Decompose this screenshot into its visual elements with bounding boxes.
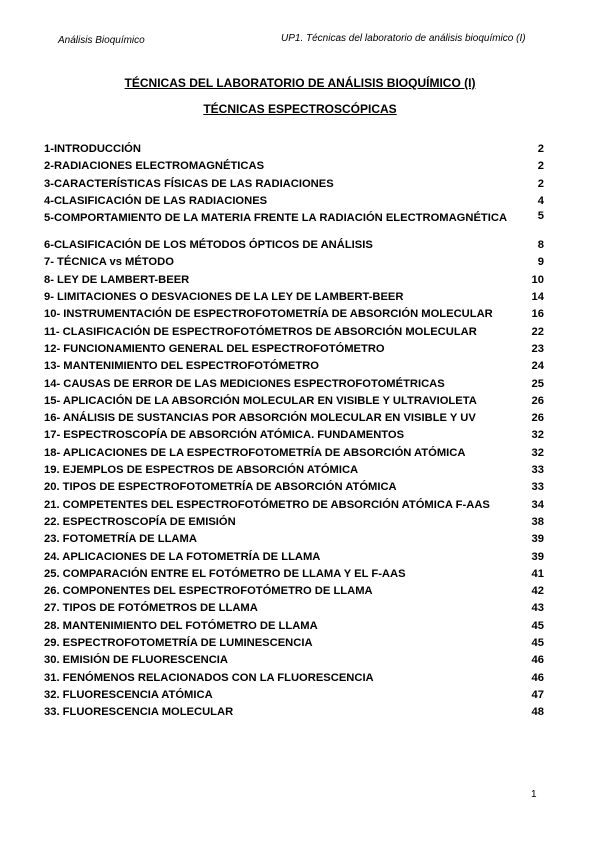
toc-entry-page: 9	[537, 256, 544, 269]
toc-entry-page: 2	[537, 177, 544, 190]
toc-entry-page: 46	[531, 671, 544, 684]
toc-entry-label: 19. EJEMPLOS DE ESPECTROS DE ABSORCIÓN ATÓMICA	[44, 464, 359, 477]
toc-entry[interactable]	[44, 176, 544, 193]
page-number: 1	[531, 789, 537, 800]
toc-entry-label: 12- FUNCIONAMIENTO GENERAL DEL ESPECTROFOTÓMETRO	[44, 342, 385, 355]
toc-entry-label: 6-CLASIFICACIÓN DE LOS MÉTODOS ÓPTICOS DE ANÁLISIS	[44, 239, 373, 252]
toc-entry[interactable]	[44, 583, 544, 600]
toc-entry-label: 24. APLICACIONES DE LA FOTOMETRÍA DE LLAMA	[44, 550, 321, 563]
toc-entry[interactable]	[44, 531, 544, 548]
toc-entry-page: 41	[531, 567, 544, 580]
toc-entry-label: 16- ANÁLISIS DE SUSTANCIAS POR ABSORCIÓN MOLECULAR EN VISIBLE Y UV	[44, 412, 476, 425]
toc-entry[interactable]	[44, 618, 544, 635]
toc-entry-page: 33	[531, 464, 544, 477]
toc-entry[interactable]	[44, 652, 544, 669]
toc-entry[interactable]	[44, 445, 544, 462]
toc-entry[interactable]	[44, 358, 544, 375]
toc-entry-label: 15- APLICACIÓN DE LA ABSORCIÓN MOLECULAR EN VISIBLE Y ULTRAVIOLETA	[44, 394, 477, 407]
toc-entry[interactable]	[44, 306, 544, 323]
toc-entry-page: 16	[531, 308, 544, 321]
toc-entry-label: 14- CAUSAS DE ERROR DE LAS MEDICIONES ESPECTROFOTOMÉTRICAS	[44, 377, 445, 390]
toc-entry-page: 46	[531, 654, 544, 667]
toc-entry-page: 34	[531, 498, 544, 511]
toc-entry[interactable]	[44, 635, 544, 652]
toc-entry-label: 10- INSTRUMENTACIÓN DE ESPECTROFOTOMETRÍA DE ABSORCIÓN MOLECULAR	[44, 308, 493, 321]
toc-entry-page: 2	[537, 160, 544, 173]
toc-entry-page: 42	[531, 585, 544, 598]
toc-entry-label: 18- APLICACIONES DE LA ESPECTROFOTOMETRÍA DE ABSORCIÓN ATÓMICA	[44, 446, 466, 459]
toc-entry-label: 31. FENÓMENOS RELACIONADOS CON LA FLUORESCENCIA	[44, 671, 374, 684]
toc-entry-label: 27. TIPOS DE FOTÓMETROS DE LLAMA	[44, 602, 258, 615]
toc-entry-page: 39	[531, 533, 544, 546]
toc-entry[interactable]	[44, 410, 544, 427]
toc-entry[interactable]	[44, 272, 544, 289]
toc-entry-page: 38	[531, 515, 544, 528]
toc-entry-page: 5	[537, 210, 544, 223]
toc-entry-page: 23	[531, 342, 544, 355]
toc-entry-label: 20. TIPOS DE ESPECTROFOTOMETRÍA DE ABSORCIÓN ATÓMICA	[44, 481, 397, 494]
document-title: TÉCNICAS DEL LABORATORIO DE ANÁLISIS BIOQUÍMICO (I)	[124, 76, 476, 90]
toc-entry-page: 48	[531, 706, 544, 719]
toc-entry-label: 30. EMISIÓN DE FLUORESCENCIA	[44, 654, 228, 667]
document-subtitle: TÉCNICAS ESPECTROSCÓPICAS	[203, 102, 397, 116]
toc-entry-label: 33. FLUORESCENCIA MOLECULAR	[44, 706, 234, 719]
toc-entry-label: 3-CARACTERÍSTICAS FÍSICAS DE LAS RADIACIONES	[44, 177, 334, 190]
toc-entry-page: 26	[531, 394, 544, 407]
toc-entry[interactable]	[44, 158, 544, 175]
toc-entry[interactable]	[44, 566, 544, 583]
toc-entry-page: 45	[531, 619, 544, 632]
toc-entry-label: 21. COMPETENTES DEL ESPECTROFOTÓMETRO DE ABSORCIÓN ATÓMICA F-AAS	[44, 498, 490, 511]
toc-entry-label: 4-CLASIFICACIÓN DE LAS RADIACIONES	[44, 194, 268, 207]
toc-entry-page: 39	[531, 550, 544, 563]
toc-entry-page: 45	[531, 637, 544, 650]
toc-entry[interactable]	[44, 600, 544, 617]
toc-entry[interactable]	[44, 549, 544, 566]
toc-entry[interactable]	[44, 193, 544, 210]
toc-entry[interactable]	[44, 687, 544, 704]
toc-entry-label: 1-INTRODUCCIÓN	[44, 143, 141, 155]
toc-entry[interactable]	[44, 341, 544, 358]
toc-entry-label: 8- LEY DE LAMBERT-BEER	[44, 273, 190, 286]
toc-entry-label: 17- ESPECTROSCOPÍA DE ABSORCIÓN ATÓMICA. FUNDAMENTOS	[44, 429, 405, 442]
toc-entry[interactable]	[44, 376, 544, 393]
toc-entry-label: 25. COMPARACIÓN ENTRE EL FOTÓMETRO DE LLAMA Y EL F-AAS	[44, 567, 406, 580]
toc-entry-label: 22. ESPECTROSCOPÍA DE EMISIÓN	[44, 515, 236, 528]
toc-entry[interactable]	[44, 704, 544, 721]
toc-entry-page: 26	[531, 412, 544, 425]
toc-entry-label: 28. MANTENIMIENTO DEL FOTÓMETRO DE LLAMA	[44, 619, 318, 632]
toc-entry-page: 25	[531, 377, 544, 390]
toc-entry-page: 2	[537, 143, 544, 155]
toc-entry-label: 32. FLUORESCENCIA ATÓMICA	[44, 688, 213, 701]
toc-entry-page: 4	[537, 194, 544, 207]
toc-entry-page: 10	[531, 273, 544, 286]
toc-entry[interactable]	[44, 237, 544, 254]
toc-entry[interactable]	[44, 393, 544, 410]
table-of-contents	[44, 141, 544, 722]
toc-entry-page: 33	[531, 481, 544, 494]
toc-entry[interactable]	[44, 479, 544, 496]
toc-entry-page: 47	[531, 688, 544, 701]
toc-entry[interactable]	[44, 462, 544, 479]
toc-entry-label: 9- LIMITACIONES O DESVACIONES DE LA LEY DE LAMBERT-BEER	[44, 291, 404, 304]
toc-entry-page: 32	[531, 429, 544, 442]
toc-entry-page: 14	[531, 291, 544, 304]
toc-entry-page: 22	[531, 325, 544, 338]
toc-entry-label: 5-COMPORTAMIENTO DE LA MATERIA FRENTE LA RADIACIÓN ELECTROMAGNÉTICA	[44, 212, 508, 225]
toc-entry[interactable]	[44, 427, 544, 444]
toc-entry[interactable]	[44, 324, 544, 341]
toc-entry[interactable]	[44, 670, 544, 687]
toc-entry[interactable]	[44, 514, 544, 531]
toc-entry-label: 29. ESPECTROFOTOMETRÍA DE LUMINESCENCIA	[44, 637, 313, 650]
toc-entry-label: 2-RADIACIONES ELECTROMAGNÉTICAS	[44, 160, 265, 173]
running-header-right: UP1. Técnicas del laboratorio de análisis bioquímico (I)	[281, 33, 526, 44]
toc-entry[interactable]	[44, 254, 544, 271]
toc-entry-label: 26. COMPONENTES DEL ESPECTROFOTÓMETRO DE LLAMA	[44, 585, 373, 598]
running-header-left: Análisis Bioquímico	[58, 35, 145, 46]
toc-entry-label: 7- TÉCNICA vs MÉTODO	[44, 256, 174, 269]
toc-entry[interactable]	[44, 289, 544, 306]
toc-entry-label: 11- CLASIFICACIÓN DE ESPECTROFOTÓMETROS DE ABSORCIÓN MOLECULAR	[44, 325, 477, 338]
toc-entry-page: 43	[531, 602, 544, 615]
toc-entry-label: 23. FOTOMETRÍA DE LLAMA	[44, 533, 197, 546]
toc-entry[interactable]	[44, 141, 544, 158]
toc-entry[interactable]	[44, 497, 544, 514]
toc-entry-label: 13- MANTENIMIENTO DEL ESPECTROFOTÓMETRO	[44, 360, 319, 373]
toc-entry-page: 32	[531, 446, 544, 459]
toc-entry-page: 24	[531, 360, 544, 373]
toc-entry-page: 8	[537, 239, 544, 252]
toc-entry[interactable]	[44, 210, 544, 237]
